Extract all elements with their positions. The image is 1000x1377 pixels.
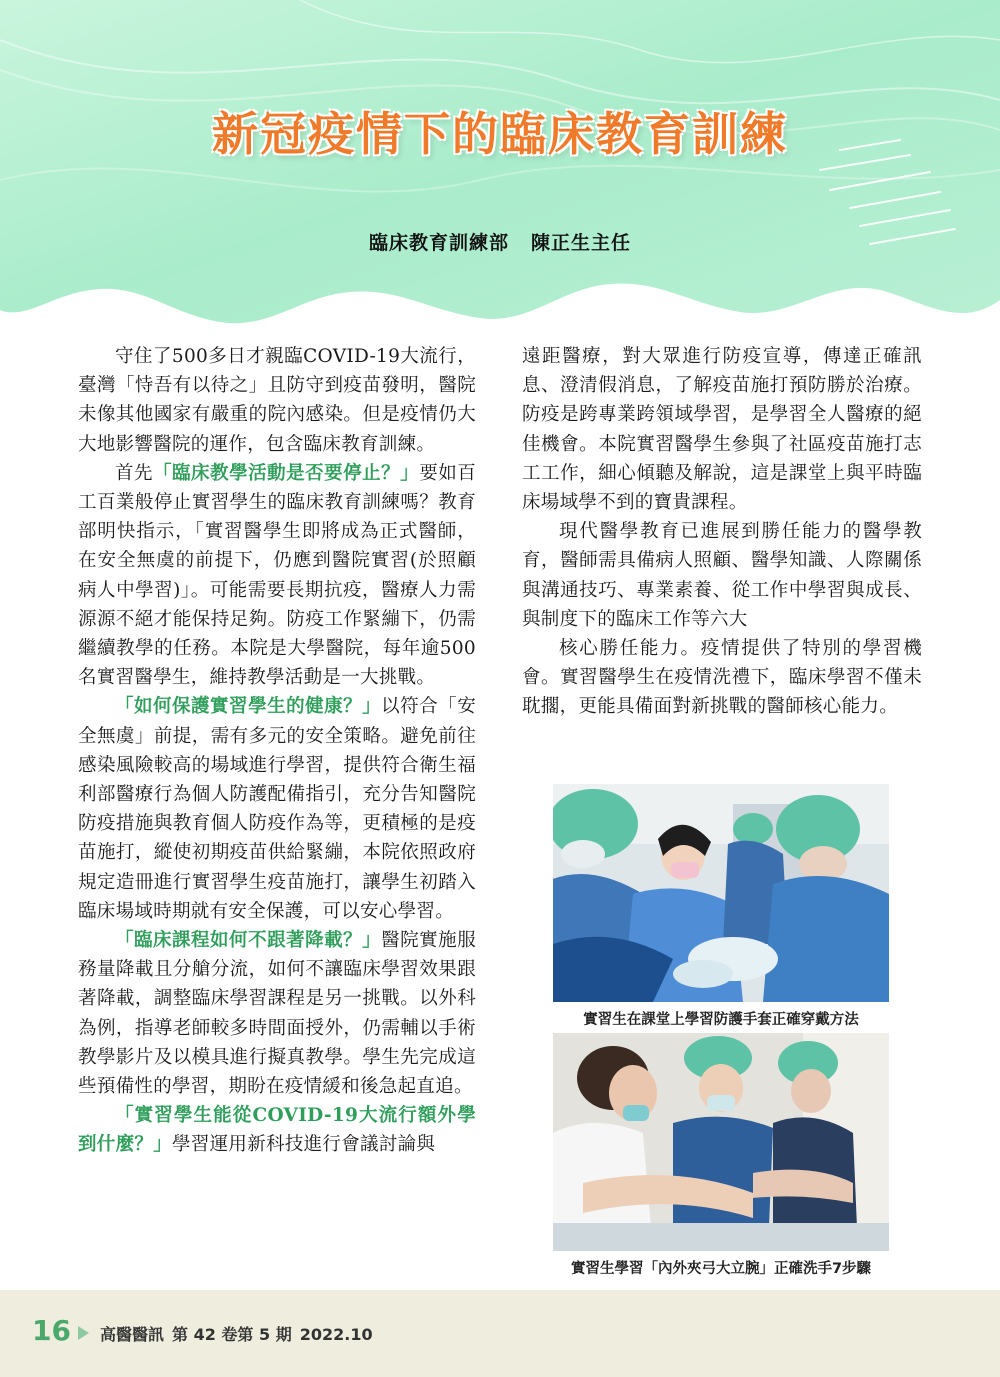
- highlight-question: 「如何保護實習學生的健康？」: [115, 696, 382, 718]
- issue-date: 2022.10: [299, 1325, 373, 1344]
- header-background: [0, 0, 1000, 340]
- highlight-question: 「臨床課程如何不跟著降載？」: [115, 930, 382, 952]
- author-line: [0, 228, 1000, 255]
- paragraph-text: 以符合「安全無虞」前提，需有多元的安全策略。避免前往感染風險較高的場域進行學習，提供符合衛生福利部醫療行為個人防護配備指引，充分告知醫院防疫措施與教育個人防疫作為等，更積極的是疫苗施打，縱使初期疫苗供給緊繃，本院依照政府規定造冊進行實習學生疫苗施打，讓學生初踏入臨床場域時期就有安全保護，可以安心學習。: [78, 696, 476, 922]
- paragraph-text: 首先: [115, 462, 154, 484]
- photo-gloves-training: [553, 784, 889, 1002]
- highlight-question: 「臨床教學活動是否要停止？」: [153, 462, 420, 484]
- paragraph-text: 醫院實施服務量降載且分艙分流，如何不讓臨床學習效果跟著降載，調整臨床學習課程是另一挑戰。以外科為例，指導老師較多時間面授外，仍需輔以手術教學影片及以模具進行擬真教學。學生先完成這些預備性的學習，期盼在疫情緩和後急起直追。: [78, 930, 476, 1098]
- triangle-arrow-icon: [78, 1326, 89, 1340]
- publication-info: [100, 1322, 381, 1345]
- paragraph-text: 學習運用新科技進行會議討論與: [172, 1134, 436, 1156]
- paragraph-text: 要如百工百業般停止實習學生的臨床教育訓練嗎？教育部明快指示，「實習醫學生即將成為正式醫師，在安全無虞的前提下，仍應到醫院實習(於照顧病人中學習)」。可能需要長期抗疫，醫療人力需源源不絕才能保持足夠。防疫工作緊繃下，仍需繼續教學的任務。本院是大學醫院，每年逾500名實習醫學生，維持教學活動是一大挑戰。: [78, 462, 477, 689]
- paragraph: 核心勝任能力。疫情提供了特別的學習機會。實習醫學生在疫情洗禮下，臨床學習不僅未耽擱，更能具備面對新挑戰的醫師核心能力。: [522, 638, 922, 718]
- paragraph: 遠距醫療，對大眾進行防疫宣導，傳達正確訊息、澄清假消息，了解疫苗施打預防勝於治療。防疫是跨專業跨領域學習，是學習全人醫療的絕佳機會。本院實習醫學生參與了社區疫苗施打志工工作，細心傾聽及解說，這是課堂上與平時臨床場域學不到的寶貴課程。: [522, 346, 922, 514]
- paragraph: 守住了500多日才親臨COVID-19大流行，臺灣「恃吾有以待之」且防守到疫苗發明，醫院未像其他國家有嚴重的院內感染。但是疫情仍大大地影響醫院的運作，包含臨床教育訓練。: [78, 346, 476, 455]
- page-number: 16: [32, 1314, 71, 1347]
- highlight-question: 「實習學生能從COVID-19大流行額外學到什麼？」: [78, 1105, 476, 1156]
- figure-gloves: [553, 784, 889, 1029]
- left-column: [78, 342, 476, 1160]
- paragraph: [78, 1101, 476, 1159]
- issue-number: 第 42 卷第 5 期: [172, 1325, 292, 1344]
- paragraph: 現代醫學教育已進展到勝任能力的醫學教育，醫師需具備病人照顧、醫學知識、人際關係與溝通技巧、專業素養、從工作中學習與成長、與制度下的臨床工作等六大: [522, 521, 922, 630]
- paragraph: [78, 692, 476, 926]
- right-column: [522, 342, 922, 722]
- page-footer: [0, 1290, 1000, 1377]
- figure-caption: 實習生在課堂上學習防護手套正確穿戴方法: [583, 1012, 859, 1028]
- author-name: 陳正生主任: [531, 232, 632, 254]
- author-department: 臨床教育訓練部: [368, 232, 509, 254]
- figure-handwashing: [553, 1033, 889, 1278]
- photo-handwashing-training: [553, 1033, 889, 1251]
- article-title: 新冠疫情下的臨床教育訓練: [212, 107, 788, 161]
- figure-caption: 實習生學習「內外夾弓大立腕」正確洗手7步驟: [570, 1261, 872, 1277]
- paragraph: [78, 926, 476, 1101]
- paragraph: [78, 459, 476, 693]
- journal-name: 高醫醫訊: [100, 1325, 165, 1344]
